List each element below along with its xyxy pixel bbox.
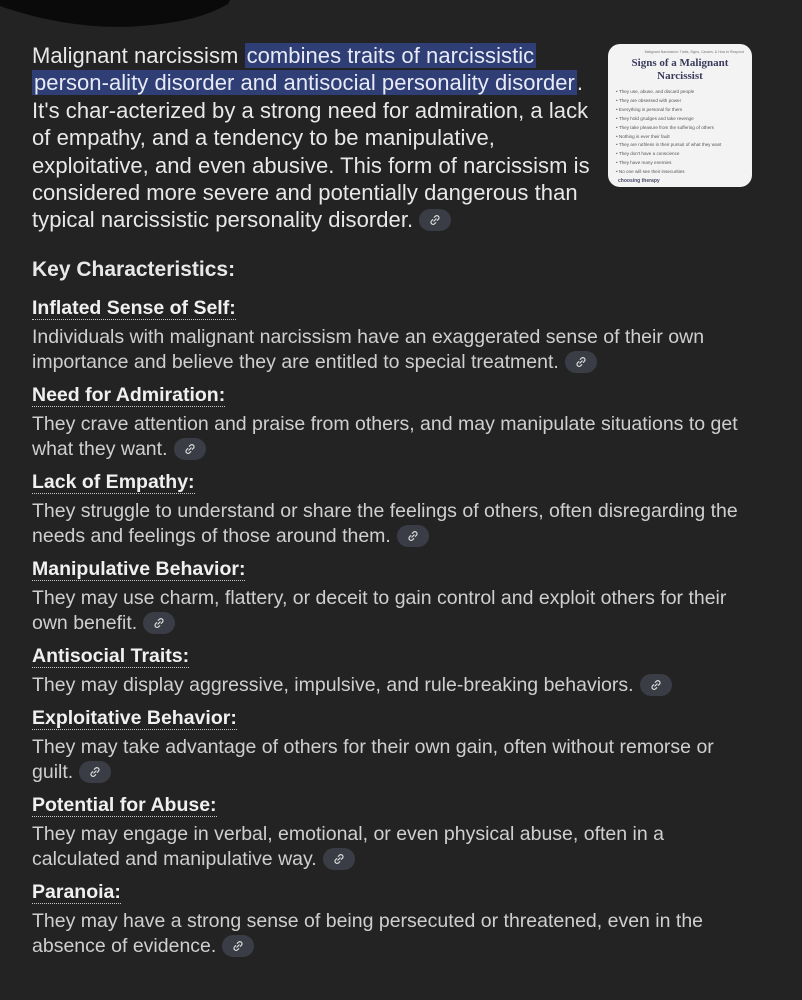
link-icon [232, 940, 244, 952]
thumbnail-bullet: • They hold grudges and take revenge [616, 115, 744, 124]
source-link-chip[interactable] [222, 935, 254, 957]
thumbnail-top-text: Malignant Narcissism: Traits, Signs, Causes, & How to Respond [644, 50, 744, 54]
thumbnail-bullet: • They are ruthless in their pursuit of what they want [616, 141, 744, 150]
source-link-chip[interactable] [397, 525, 429, 547]
characteristic-title: Inflated Sense of Self: [32, 297, 236, 319]
characteristic-text: They may take advantage of others for their own gain, often without remorse or guilt. [32, 736, 714, 783]
thumbnail-bullet-list [616, 88, 744, 177]
source-link-chip[interactable] [640, 674, 672, 696]
overview-paragraph [32, 42, 602, 234]
characteristic-text: They crave attention and praise from others, and may manipulate situations to get what they want. [32, 413, 738, 460]
thumbnail-title: Signs of a Malignant Narcissist [631, 57, 729, 82]
characteristic-item [32, 881, 752, 959]
characteristic-title: Exploitative Behavior: [32, 707, 237, 729]
thumbnail-bullet: • They take pleasure from the suffering of others [616, 124, 744, 133]
intro-highlight: combines traits of narcissistic person-ality disorder and antisocial personality disorder [34, 43, 575, 96]
characteristic-item [32, 707, 752, 785]
characteristic-description [32, 673, 752, 698]
thumbnail-bullet: • No one will see their insecurities [616, 168, 744, 177]
characteristic-text: They struggle to understand or share the feelings of others, often disregarding the needs and feelings of those around them. [32, 500, 738, 547]
source-link-chip[interactable] [79, 761, 111, 783]
link-icon [153, 617, 165, 629]
characteristic-description [32, 586, 752, 636]
characteristic-text: Individuals with malignant narcissism have an exaggerated sense of their own importance and believe they are entitled to special treatment. [32, 326, 705, 373]
source-link-chip[interactable] [323, 848, 355, 870]
intro-rest: . It's char-acterized by a strong need for admiration, a lack of empathy, and a tendency to be manipulative, exploitative, and even abusive. This form of narcissism is considered more severe and potentially dangerous than typical narcissistic personality disorder. [32, 70, 590, 233]
thumbnail-bullet: • They have many enemies [616, 159, 744, 168]
characteristic-title: Paranoia: [32, 881, 121, 903]
characteristic-title: Manipulative Behavior: [32, 558, 246, 580]
link-icon [333, 853, 345, 865]
source-thumbnail[interactable] [608, 44, 752, 187]
link-icon [575, 356, 587, 368]
link-icon [184, 443, 196, 455]
characteristic-item [32, 297, 752, 375]
source-link-chip[interactable] [419, 209, 451, 231]
characteristic-text: They may engage in verbal, emotional, or even physical abuse, often in a calculated and manipulative way. [32, 823, 664, 870]
characteristic-item [32, 794, 752, 872]
characteristic-description [32, 909, 752, 959]
characteristic-description [32, 735, 752, 785]
characteristic-title: Antisocial Traits: [32, 645, 190, 667]
thumbnail-bullet: • They are obsessed with power [616, 97, 744, 106]
link-icon [407, 530, 419, 542]
characteristic-text: They may have a strong sense of being persecuted or threatened, even in the absence of evidence. [32, 910, 704, 957]
characteristic-description [32, 499, 752, 549]
characteristic-item [32, 384, 752, 462]
characteristic-description [32, 325, 752, 375]
characteristic-description [32, 822, 752, 872]
characteristic-title: Lack of Empathy: [32, 471, 195, 493]
source-link-chip[interactable] [565, 351, 597, 373]
characteristic-title: Potential for Abuse: [32, 794, 217, 816]
thumbnail-bullet: • They use, abuse, and discard people [616, 88, 744, 97]
source-link-chip[interactable] [143, 612, 175, 634]
characteristic-title: Need for Admiration: [32, 384, 226, 406]
link-icon [89, 766, 101, 778]
link-icon [650, 679, 662, 691]
intro-lead: Malignant narcissism [32, 43, 245, 68]
link-icon [429, 214, 441, 226]
characteristic-description [32, 412, 752, 462]
thumbnail-bullet: • Everything is personal for them [616, 106, 744, 115]
characteristic-text: They may use charm, flattery, or deceit to gain control and exploit others for their own benefit. [32, 587, 727, 634]
redaction-scribble [0, 0, 230, 34]
source-link-chip[interactable] [174, 438, 206, 460]
thumbnail-bullet: • Nothing is ever their fault [616, 133, 744, 142]
characteristic-item [32, 645, 752, 698]
characteristic-item [32, 471, 752, 549]
section-title: Key Characteristics: [32, 258, 236, 281]
characteristics-list [32, 297, 752, 959]
thumbnail-bullet: • They don't have a conscience [616, 150, 744, 159]
thumbnail-footer: choosing therapy [618, 178, 660, 184]
characteristic-item [32, 558, 752, 636]
characteristic-text: They may display aggressive, impulsive, and rule-breaking behaviors. [32, 674, 634, 696]
